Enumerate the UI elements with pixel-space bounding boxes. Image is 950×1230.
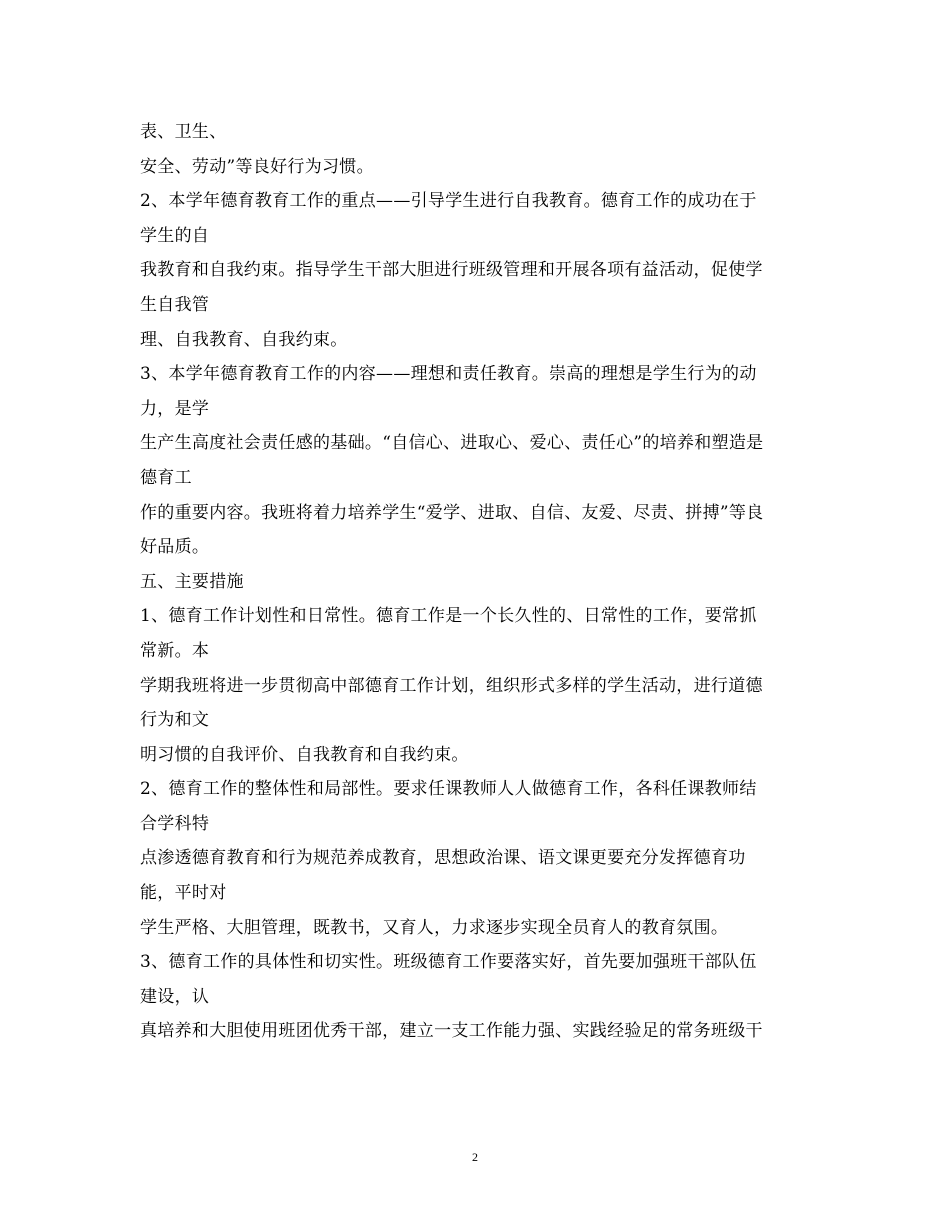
text-line: 1、德育工作计划性和日常性。德育工作是一个长久性的、日常性的工作，要常抓 xyxy=(140,606,757,627)
text-line: 真培养和大胆使用班团优秀干部，建立一支工作能力强、实践经验足的常务班级干 xyxy=(140,1021,763,1042)
text-line: 安全、劳动”等良好行为习惯。 xyxy=(140,156,374,177)
text-line: 2、本学年德育教育工作的重点——引导学生进行自我教育。德育工作的成功在于 xyxy=(140,191,757,212)
text-line: 学生的自 xyxy=(140,225,210,246)
text-line: 常新。本 xyxy=(140,640,210,661)
text-line: 明习惯的自我评价、自我教育和自我约束。 xyxy=(140,744,469,765)
text-line: 2、德育工作的整体性和局部性。要求任课教师人人做德育工作，各科任课教师结 xyxy=(140,779,757,800)
text-line: 好品质。 xyxy=(140,537,210,558)
text-line: 学生严格、大胆管理，既教书，又育人，力求逐步实现全员育人的教育氛围。 xyxy=(140,917,729,938)
text-line: 作的重要内容。我班将着力培养学生“爱学、进取、自信、友爱、尽责、拼搏”等良 xyxy=(140,502,764,523)
text-line: 学期我班将进一步贯彻高中部德育工作计划，组织形式多样的学生活动，进行道德 xyxy=(140,675,763,696)
text-line: 力，是学 xyxy=(140,398,210,419)
text-line: 生自我管 xyxy=(140,294,210,315)
text-line: 建设，认 xyxy=(140,986,210,1007)
text-line: 能，平时对 xyxy=(140,883,227,904)
text-line: 理、自我教育、自我约束。 xyxy=(140,329,348,350)
text-line: 3、本学年德育教育工作的内容——理想和责任教育。崇高的理想是学生行为的动 xyxy=(140,364,757,385)
text-line: 德育工 xyxy=(140,467,192,488)
text-line: 合学科特 xyxy=(140,813,210,834)
text-line: 点渗透德育教育和行为规范养成教育，思想政治课、语文课更要充分发挥德育功 xyxy=(140,848,746,869)
text-line: 表、卫生、 xyxy=(140,122,227,142)
page-number: 2 xyxy=(472,1150,478,1164)
text-line: 3、德育工作的具体性和切实性。班级德育工作要落实好，首先要加强班干部队伍 xyxy=(140,952,757,973)
text-line: 生产生高度社会责任感的基础。“自信心、进取心、爱心、责任心”的培养和塑造是 xyxy=(140,433,764,454)
body-text xyxy=(140,115,820,1049)
text-line: 我教育和自我约束。指导学生干部大胆进行班级管理和开展各项有益活动，促使学 xyxy=(140,260,763,281)
section-heading: 五、主要措施 xyxy=(140,571,244,592)
text-line: 行为和文 xyxy=(140,710,210,731)
